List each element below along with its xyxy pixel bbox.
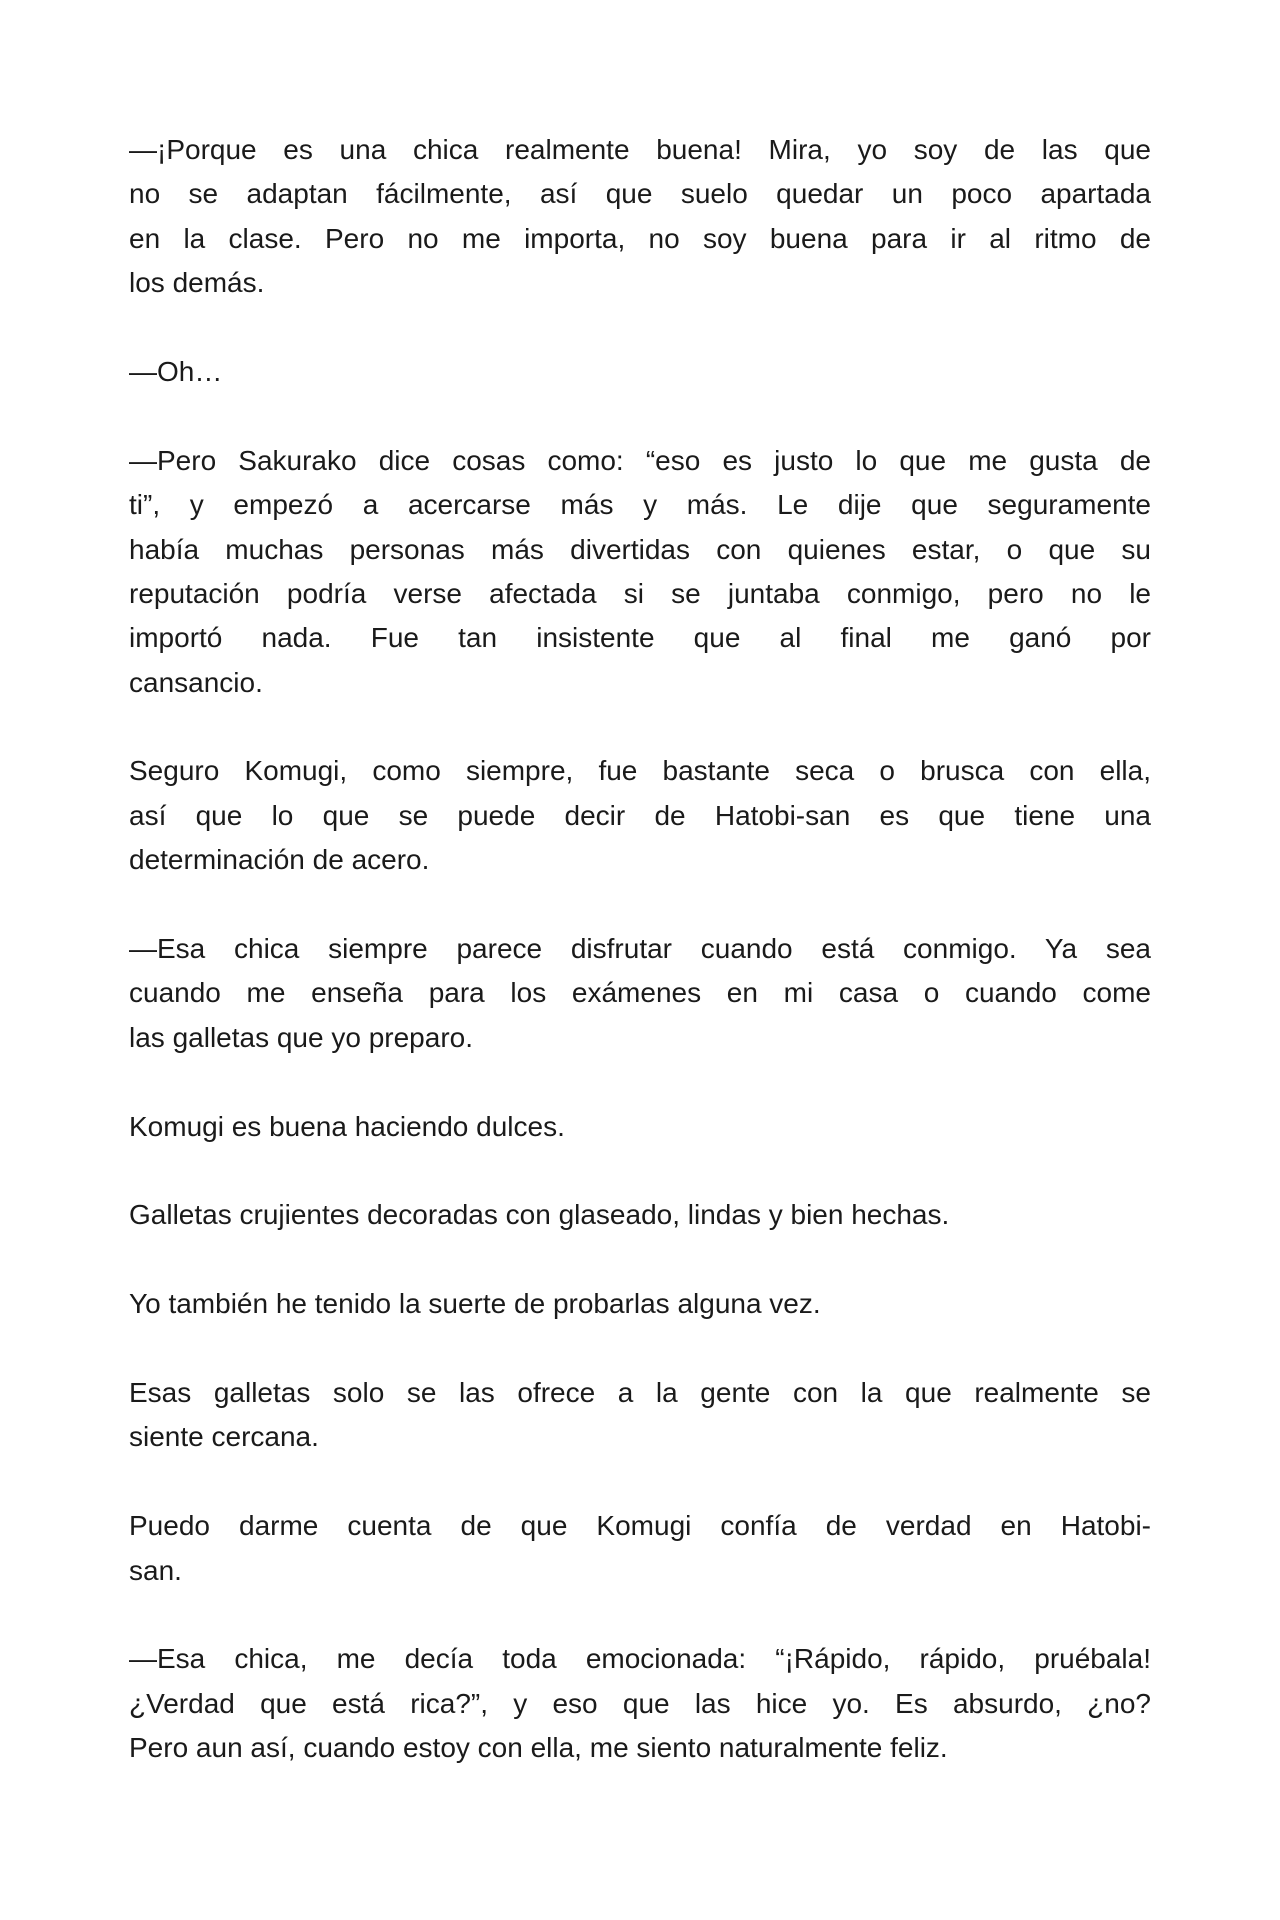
text-line: determinación de acero. (129, 844, 430, 876)
text-line: las galletas que yo preparo. (129, 1021, 473, 1053)
text-line: ti”, y empezó a acercarse más y más. Le dije que seguramente (129, 489, 1151, 521)
paragraph (129, 1371, 1151, 1460)
text-line: san. (129, 1554, 182, 1586)
text-line: —¡Porque es una chica realmente buena! Mira, yo soy de las que (129, 134, 1151, 165)
text-line: —Esa chica, me decía toda emocionada: “¡Rápido, rápido, pruébala! (129, 1643, 1151, 1675)
text-line: —Esa chica siempre parece disfrutar cuando está conmigo. Ya sea (129, 933, 1151, 965)
text-line: importó nada. Fue tan insistente que al final me ganó por (129, 622, 1151, 654)
text-line: Komugi es buena haciendo dulces. (129, 1110, 565, 1142)
text-line: Seguro Komugi, como siempre, fue bastante seca o brusca con ella, (129, 755, 1151, 787)
text-line: Esas galletas solo se las ofrece a la gente con la que realmente se (129, 1376, 1151, 1408)
text-line: Yo también he tenido la suerte de probarlas alguna vez. (129, 1288, 821, 1320)
text-line: Puedo darme cuenta de que Komugi confía de verdad en Hatobi- (129, 1510, 1151, 1542)
text-line: reputación podría verse afectada si se juntaba conmigo, pero no le (129, 577, 1151, 609)
paragraph (129, 927, 1151, 1060)
text-line: así que lo que se puede decir de Hatobi-san es que tiene una (129, 799, 1151, 831)
paragraph (129, 1637, 1151, 1770)
paragraph (129, 1105, 1151, 1149)
text-line: —Pero Sakurako dice cosas como: “eso es justo lo que me gusta de (129, 444, 1151, 476)
paragraph (129, 350, 1151, 394)
paragraph (129, 1193, 1151, 1237)
paragraph (129, 1282, 1151, 1326)
text-line: había muchas personas más divertidas con quienes estar, o que su (129, 533, 1151, 565)
text-line: —Oh… (129, 355, 223, 387)
text-line: los demás. (129, 267, 265, 299)
paragraph (129, 128, 1151, 306)
paragraph (129, 749, 1151, 882)
text-line: ¿Verdad que está rica?”, y eso que las hice yo. Es absurdo, ¿no? (129, 1687, 1151, 1719)
text-line: Galletas crujientes decoradas con glaseado, lindas y bien hechas. (129, 1199, 950, 1231)
paragraph (129, 439, 1151, 705)
text-line: no se adaptan fácilmente, así que suelo quedar un poco apartada (129, 178, 1151, 210)
text-line: siente cercana. (129, 1421, 319, 1453)
document-page (129, 128, 1151, 1815)
paragraph (129, 1504, 1151, 1593)
text-line: cansancio. (129, 666, 263, 698)
text-line: en la clase. Pero no me importa, no soy buena para ir al ritmo de (129, 222, 1151, 254)
text-line: cuando me enseña para los exámenes en mi casa o cuando come (129, 977, 1151, 1009)
text-line: Pero aun así, cuando estoy con ella, me siento naturalmente feliz. (129, 1732, 948, 1764)
